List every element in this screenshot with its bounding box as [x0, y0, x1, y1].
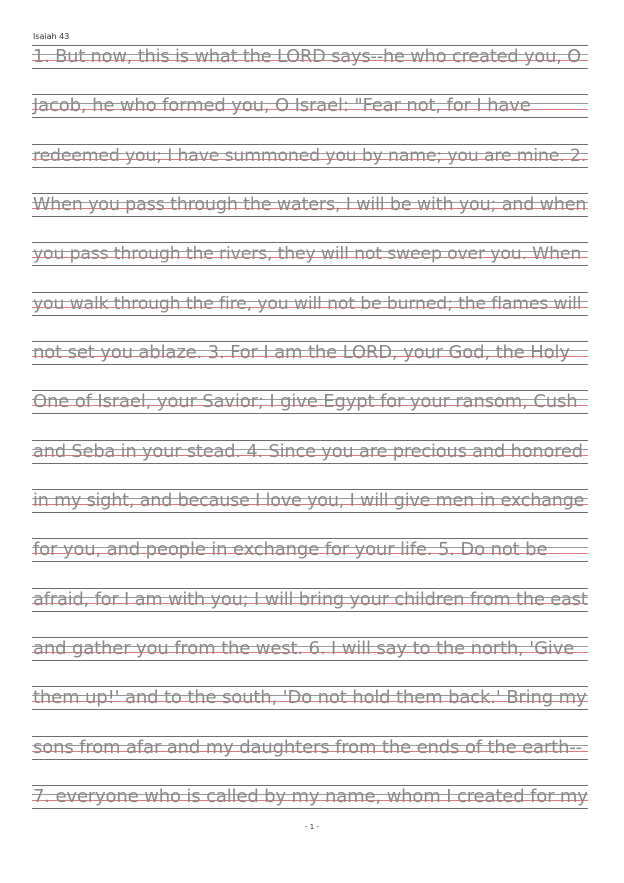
guide-line-bottom	[32, 68, 588, 69]
practice-row	[32, 45, 588, 69]
guide-line-bottom	[32, 265, 588, 266]
practice-row	[32, 341, 588, 365]
practice-row	[32, 588, 588, 612]
practice-row	[32, 390, 588, 414]
practice-row	[32, 785, 588, 809]
practice-row	[32, 637, 588, 661]
trace-text: redeemed you; I have summoned you by name; you are mine. 2.	[33, 146, 587, 166]
practice-row	[32, 144, 588, 168]
practice-row	[32, 686, 588, 710]
trace-text: 7. everyone who is called by my name, whom I created for my	[33, 786, 588, 807]
trace-text: 1. But now, this is what the LORD says--he who created you, O	[33, 47, 581, 67]
trace-text: you pass through the rivers, they will not sweep over you. When	[33, 244, 582, 264]
practice-row	[32, 242, 588, 266]
guide-line-bottom	[32, 463, 588, 464]
guide-line-bottom	[32, 709, 588, 710]
trace-text: and gather you from the west. 6. I will say to the north, 'Give	[33, 638, 575, 659]
trace-text: sons from afar and my daughters from the ends of the earth--	[33, 737, 583, 758]
trace-text: Jacob, he who formed you, O Israel: "Fear not, for I have	[33, 95, 531, 116]
trace-text: not set you ablaze. 3. For I am the LORD, your God, the Holy	[33, 342, 570, 363]
trace-text: in my sight, and because I love you, I will give men in exchange	[33, 491, 585, 511]
guide-line-bottom	[32, 364, 588, 365]
guide-line-bottom	[32, 759, 588, 760]
trace-text: One of Israel, your Savior; I give Egypt for your ransom, Cush	[33, 391, 578, 412]
trace-text: When you pass through the waters, I will be with you; and when	[33, 195, 587, 215]
guide-line-bottom	[32, 117, 588, 118]
trace-text: afraid, for I am with you; I will bring your children from the east	[33, 590, 588, 610]
practice-row	[32, 440, 588, 464]
guide-line-bottom	[32, 167, 588, 168]
trace-text: you walk through the fire, you will not be burned; the flames will	[33, 294, 582, 314]
trace-text: for you, and people in exchange for your life. 5. Do not be	[33, 539, 548, 560]
practice-row	[32, 193, 588, 217]
practice-row	[32, 292, 588, 316]
page-title: Isaiah 43	[33, 32, 70, 41]
page-number: - 1 -	[305, 823, 319, 831]
guide-line-bottom	[32, 808, 588, 809]
trace-text: them up!' and to the south, 'Do not hold them back.' Bring my	[33, 687, 587, 708]
practice-row	[32, 538, 588, 562]
handwriting-practice-area	[32, 0, 588, 883]
trace-text: and Seba in your stead. 4. Since you are precious and honored	[33, 442, 583, 462]
practice-row	[32, 736, 588, 760]
practice-row	[32, 94, 588, 118]
guide-line-bottom	[32, 660, 588, 661]
guide-line-bottom	[32, 413, 588, 414]
guide-line-bottom	[32, 561, 588, 562]
practice-row	[32, 489, 588, 513]
guide-line-bottom	[32, 315, 588, 316]
guide-line-bottom	[32, 512, 588, 513]
guide-line-bottom	[32, 216, 588, 217]
guide-line-bottom	[32, 611, 588, 612]
